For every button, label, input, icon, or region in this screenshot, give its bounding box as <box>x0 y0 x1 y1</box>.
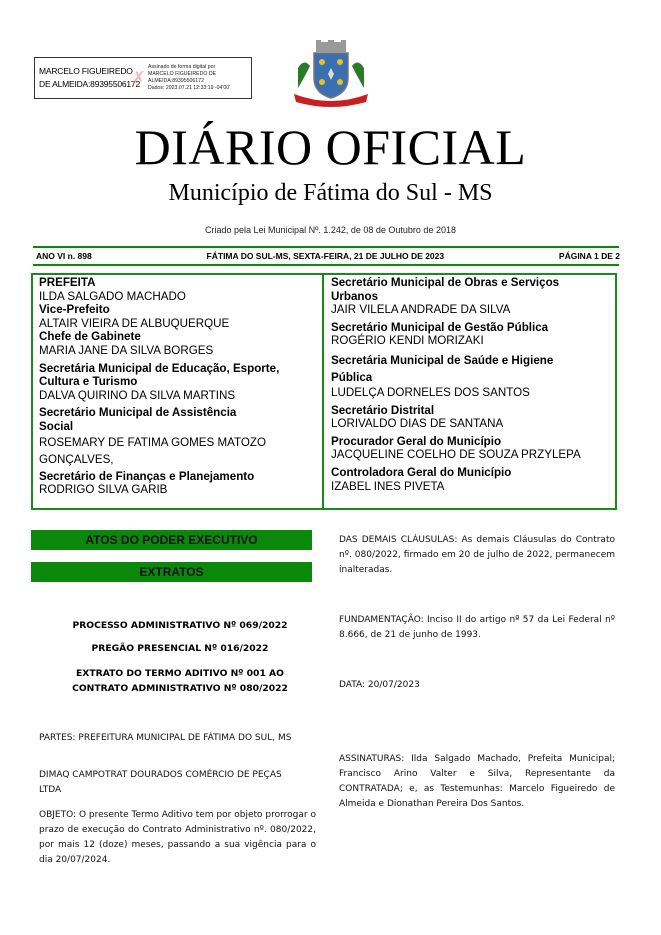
signature-line: Assinado de forma digital por <box>148 64 216 71</box>
extract-heading <box>31 666 329 696</box>
edition-bar <box>36 250 620 262</box>
signature-timestamp: Dados: 2023.07.21 12:33:19 -04'00' <box>148 84 231 91</box>
official-name: LORIVALDO DIAS DE SANTANA <box>331 417 504 431</box>
official-name: ROGÉRIO KENDI MORIZAKI <box>331 334 484 348</box>
official-role: Secretário de Finanças e Planejamento <box>39 469 255 483</box>
official-role: Secretário Municipal de Obras e Serviços Urbanos <box>331 276 560 303</box>
process-heading: PROCESSO ADMINISTRATIVO Nº 069/2022 <box>72 620 288 631</box>
official-name: LUDELÇA DORNELES DOS SANTOS <box>331 385 530 399</box>
official-role: Secretário Municipal de Gestão Pública <box>331 320 549 334</box>
assinaturas-text: ASSINATURAS: Ilda Salgado Machado, Prefeita Municipal; Francisco Arino Valter e Silva, Representante da CONTRATADA; e, as Testemunhas: Marcelo Figueiredo de Almeida e Dionathan Pereira Dos Santos. <box>339 754 615 809</box>
official-name: ALTAIR VIEIRA DE ALBUQUERQUE <box>39 316 230 330</box>
official-role: Secretário Municipal de Assistência Social <box>39 406 237 433</box>
official-name: IZABEL INES PIVETA <box>331 479 445 493</box>
official-role: Procurador Geral do Município <box>331 434 502 448</box>
contratada-text: DIMAQ CAMPOTRAT DOURADOS COMÉRCIO DE PEÇAS LTDA <box>39 770 282 795</box>
official-name: MARIA JANE DA SILVA BORGES <box>39 343 214 357</box>
official-role: Controladora Geral do Município <box>331 465 512 479</box>
official-name: RODRIGO SILVA GARIB <box>39 483 168 497</box>
page-title: DIÁRIO OFICIAL <box>134 119 527 175</box>
official-name: DALVA QUIRINO DA SILVA MARTINS <box>39 388 236 402</box>
partes-text: PARTES: PREFEITURA MUNICIPAL DE FÁTIMA DO SUL, MS <box>39 733 292 743</box>
signature-line: MARCELO FIGUEIREDO DE <box>148 71 217 78</box>
clausulas-text: DAS DEMAIS CLÁUSULAS: As demais Cláusulas do Contrato nº. 080/2022, firmado em 20 de julho de 2022, permanecem inalteradas. <box>339 535 615 575</box>
data-text: DATA: 20/07/2023 <box>339 680 420 690</box>
digital-signature-stamp <box>34 57 252 99</box>
pregao-heading: PREGÃO PRESENCIAL Nº 016/2022 <box>91 643 269 654</box>
section-bar-atos: ATOS DO PODER EXECUTIVO <box>31 530 312 550</box>
column-divider <box>322 273 324 510</box>
section-bar-extratos: EXTRATOS <box>31 562 312 582</box>
signature-mark-icon: ✗ <box>131 68 147 88</box>
dateline: FÁTIMA DO SUL-MS, SEXTA-FEIRA, 21 DE JULHO DE 2023 <box>206 251 445 261</box>
signer-name: MARCELO FIGUEIREDO DE ALMEIDA:89395506172 <box>39 66 140 89</box>
official-role: Secretário Distrital <box>331 403 435 417</box>
page-number: PÁGINA 1 DE 2 <box>558 251 620 261</box>
official-role: Chefe de Gabinete <box>39 330 141 344</box>
signature-line: ALMEIDA:89395506172 <box>148 78 204 84</box>
official-role: PREFEITA <box>39 276 96 289</box>
official-name: JAIR VILELA ANDRADE DA SILVA <box>331 303 511 317</box>
extract-heading-line: EXTRATO DO TERMO ADITIVO Nº 001 AO <box>76 668 284 679</box>
coat-of-arms-icon <box>286 38 376 108</box>
fundamentacao-text: FUNDAMENTAÇÃO: Inciso II do artigo nº 57 da Lei Federal nº 8.666, de 21 de junho de 1993. <box>339 615 615 640</box>
officials-left-column <box>39 276 319 499</box>
officials-right-column <box>331 276 615 495</box>
official-role: Secretária Municipal de Educação, Esporte, Cultura e Turismo <box>39 361 280 389</box>
official-name: ROSEMARY DE FATIMA GOMES MATOZO GONÇALVES, <box>39 435 266 466</box>
divider <box>33 246 619 248</box>
page-subtitle: Município de Fátima do Sul - MS <box>168 180 493 206</box>
official-name: ILDA SALGADO MACHADO <box>39 289 186 303</box>
edition-number: ANO VI n. 898 <box>36 251 92 261</box>
official-role: Secretária Municipal de Saúde e Higiene Pública <box>331 353 554 384</box>
creation-law: Criado pela Lei Municipal Nº. 1.242, de 08 de Outubro de 2018 <box>205 225 456 235</box>
official-role: Vice-Prefeito <box>39 303 110 317</box>
signature-details <box>144 64 230 91</box>
objeto-text: OBJETO: O presente Termo Aditivo tem por objeto prorrogar o prazo de execução do Contrato Administrativo nº. 080/2022, por mais 12 (doze) meses, passando a sua vigência para o dia 20/07/2024. <box>39 810 316 865</box>
divider <box>33 264 619 266</box>
official-name: JACQUELINE COELHO DE SOUZA PRZYLEPA <box>331 448 581 462</box>
extract-heading-line: CONTRATO ADMINISTRATIVO Nº 080/2022 <box>72 683 288 694</box>
